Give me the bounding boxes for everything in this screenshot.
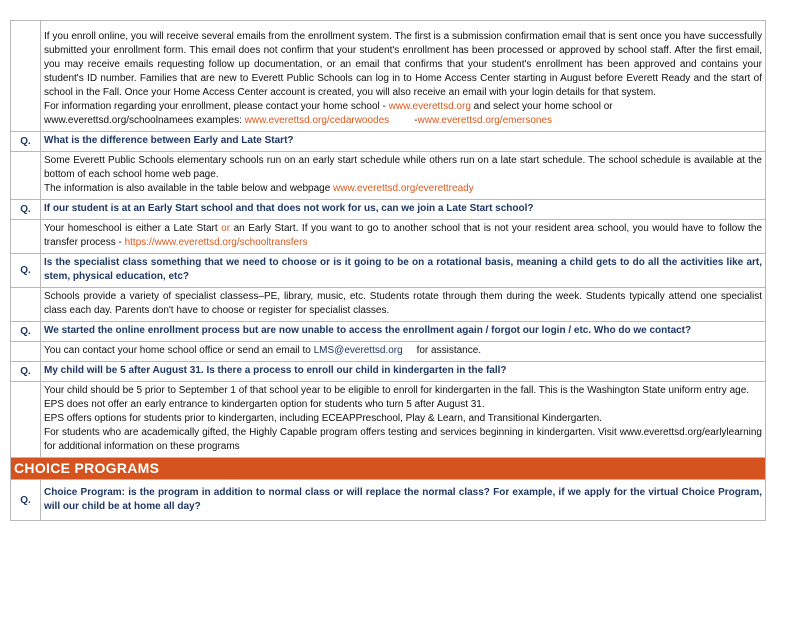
intro-contact-text: For information regarding your enrollment, please contact your home school - xyxy=(44,101,389,112)
answer-marker-cell xyxy=(11,288,41,322)
question-row-1 xyxy=(11,132,766,152)
cedarwood-link[interactable]: www.everettsd.org/cedarwoodes xyxy=(244,115,390,126)
question-marker: Q. xyxy=(11,322,41,342)
answer-1-link-text: The information is also available in the table below and webpage xyxy=(44,183,334,194)
question-row-4 xyxy=(11,322,766,342)
question-row-2 xyxy=(11,200,766,220)
faq-table xyxy=(10,20,766,521)
answer-1-paragraph: Some Everett Public Schools elementary schools run on an early start schedule while others run on a late start schedule. The school schedule is available at the bottom of each school home web page. xyxy=(44,155,762,180)
question-marker: Q. xyxy=(11,200,41,220)
answer-text-1 xyxy=(41,152,766,200)
answer-row-4 xyxy=(11,342,766,362)
intro-paragraph: If you enroll online, you will receive several emails from the enrollment system. The first is a submission confirmation email that is sent once you have successfully submitted your enrollment form. This email does not confirm that your student's enrollment has been processed or approved by school staff. After the first email, you may receive emails requesting follow up documentation, or an email that confirms that your student's enrollment has been approved and contains your student's ID number. Families that are new to Everett Public Schools can log in to Home Access Center starting in August before Everett Ready and the start of school in the Fall. Once your Home Access Center account is created, you will also receive an email with your login details for that system. xyxy=(44,31,762,98)
intro-row xyxy=(11,21,766,132)
intro-marker-cell xyxy=(11,21,41,132)
question-text-6: Choice Program: is the program in addition to normal class or will replace the normal class? For example, if we apply for the virtual Choice Program, will our child be at home all day? xyxy=(41,480,766,521)
answer-row-5 xyxy=(11,382,766,458)
answer-marker-cell xyxy=(11,220,41,254)
question-marker: Q. xyxy=(11,132,41,152)
question-text-1: What is the difference between Early and Late Start? xyxy=(41,132,766,152)
intro-answer xyxy=(41,21,766,132)
answer-2-text-mid: an Early Start. If you want to go to another school that is not your resident area school, you would have to follow the transfer process - xyxy=(44,223,763,248)
answer-text-5 xyxy=(41,382,766,458)
answer-text-3: Schools provide a variety of specialist classess–PE, library, music, etc. Students rotate through them during the week. Students typically attend one specialist class each day. Parents don't have to choose or register for specialist classes. xyxy=(41,288,766,322)
answer-4-suffix: for assistance. xyxy=(413,345,482,356)
school-transfers-link[interactable]: https://www.everettsd.org/schooltransfers xyxy=(124,237,308,248)
examples-separator: - xyxy=(411,115,418,126)
answer-5-line-3: EPS offers options for students prior to kindergarten, including ECEAPPreschool, Play & Learn, and Transitional Kindergarten. xyxy=(44,413,602,424)
answer-2-or: or xyxy=(221,223,231,234)
answer-text-2 xyxy=(41,220,766,254)
question-row-3 xyxy=(11,254,766,288)
lms-email-link[interactable]: LMS@everettsd.org xyxy=(313,345,403,356)
everettsd-link[interactable]: www.everettsd.org xyxy=(388,101,471,112)
answer-5-line-2: EPS does not offer an early entrance to kindergarten option for students who turn 5 after August 31. xyxy=(44,399,485,410)
answer-row-1 xyxy=(11,152,766,200)
question-text-3: Is the specialist class something that we need to choose or is it going to be on a rotational basis, meaning a child gets to do all the activities like art, stem, physical education, etc? xyxy=(41,254,766,288)
question-marker: Q. xyxy=(11,254,41,288)
answer-2-text: Your homeschool is either a Late Start xyxy=(44,223,222,234)
intro-examples-line xyxy=(44,114,762,128)
question-row-6 xyxy=(11,480,766,521)
choice-programs-heading: CHOICE PROGRAMS xyxy=(11,458,766,480)
intro-examples-text: www.everettsd.org/schoolnamees examples: xyxy=(44,115,245,126)
answer-1-link-line xyxy=(44,182,762,196)
answer-text-4 xyxy=(41,342,766,362)
everett-ready-link[interactable]: www.everettsd.org/everettready xyxy=(333,183,474,194)
answer-row-2 xyxy=(11,220,766,254)
question-text-5: My child will be 5 after August 31. Is there a process to enroll our child in kindergarten in the fall? xyxy=(41,362,766,382)
intro-contact-line xyxy=(44,100,762,114)
answer-5-line-4: For students who are academically gifted, the Highly Capable program offers testing and services beginning in kindergarten. Visit www.everettsd.org/earlylearning for additional information on these programs xyxy=(44,427,762,452)
intro-contact-suffix: and select your home school or xyxy=(470,101,613,112)
answer-marker-cell xyxy=(11,342,41,362)
answer-5-line-1: Your child should be 5 prior to September 1 of that school year to be eligible to enroll for kindergarten in the fall. This is the Washington State uniform entry age. xyxy=(44,385,750,396)
answer-marker-cell xyxy=(11,152,41,200)
answer-marker-cell xyxy=(11,382,41,458)
answer-row-3 xyxy=(11,288,766,322)
emerson-link[interactable]: www.everettsd.org/emersones xyxy=(417,115,553,126)
section-header-row xyxy=(11,458,766,480)
question-marker: Q. xyxy=(11,480,41,521)
question-text-4: We started the online enrollment process but are now unable to access the enrollment again / forgot our login / etc. Who do we contact? xyxy=(41,322,766,342)
question-text-2: If our student is at an Early Start school and that does not work for us, can we join a Late Start school? xyxy=(41,200,766,220)
question-marker: Q. xyxy=(11,362,41,382)
question-row-5 xyxy=(11,362,766,382)
answer-4-text: You can contact your home school office or send an email to xyxy=(44,345,314,356)
